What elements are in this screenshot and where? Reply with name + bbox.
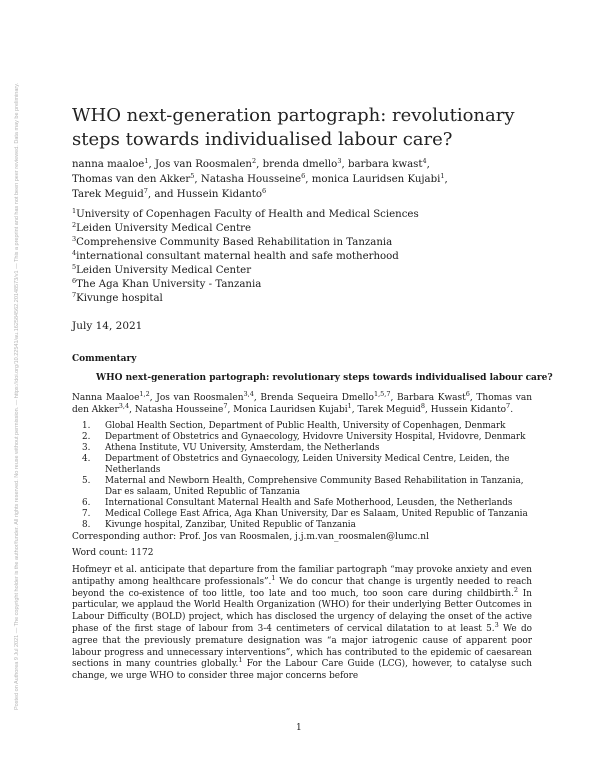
list-text: Department of Obstetrics and Gynaecology, Hvidovre University Hospital, Hvidovre, Denmark: [105, 432, 526, 442]
author-affiliation-mark: 8: [420, 402, 425, 410]
affiliation-text: Leiden University Medical Center: [76, 265, 252, 276]
author-name: Hussein Kidanto: [176, 189, 262, 200]
list-text: Medical College East Africa, Aga Khan University, Dar es Salaam, United Republic of Tanzania: [105, 509, 528, 519]
author-separator: ,: [149, 393, 157, 403]
body-paragraph: [72, 565, 532, 683]
author-separator: ,: [253, 393, 261, 403]
author-affiliation-mark: 1: [440, 172, 445, 180]
body-sentence: We do agree that the previously premature designation was “a major iatrogenic cause of apparent poor labour progress and unnecessary interventions”, which has contributed to the epidemic of caesarean sections in many countries globally.: [72, 623, 532, 670]
author-affiliation-mark: 6: [261, 187, 267, 195]
author-affiliation-mark: 7: [143, 187, 148, 195]
author-separator: ,: [426, 159, 430, 170]
citation-mark: 1: [238, 656, 243, 665]
list-item: [82, 509, 532, 520]
author-affiliation-mark: 3: [337, 157, 342, 165]
author: [72, 189, 177, 200]
author-name: Barbara Kwast: [397, 393, 466, 403]
affiliation-mark: 3: [72, 235, 77, 243]
paper-title: WHO next-generation partograph: revolutionary steps towards individualised labour care?: [72, 105, 515, 150]
list-number: 7.: [82, 509, 91, 519]
author-affiliation-mark: 2: [252, 157, 257, 165]
list-item: [82, 432, 532, 443]
author: [134, 402, 234, 415]
author-separator: ,: [227, 405, 234, 415]
author: [397, 390, 477, 403]
author-separator: ,: [305, 174, 312, 185]
author: [260, 390, 398, 403]
affiliation-mark: 7: [72, 291, 77, 299]
affiliation-text: Comprehensive Community Based Rehabilitation in Tanzania: [76, 237, 393, 248]
author-list: [72, 157, 532, 202]
author-name: Monica Lauridsen Kujabi: [233, 405, 348, 415]
author-separator: ,: [469, 393, 477, 403]
author: [233, 402, 358, 415]
author-name: Tarek Meguid: [357, 405, 421, 415]
author-separator: ,: [341, 159, 348, 170]
list-item: [82, 443, 532, 454]
affiliation-mark: 4: [72, 249, 77, 257]
body-sentence: We do concur that change is urgently needed to reach beyond the co-existence of too little, too late and too much, too soon care during childbirth.: [72, 576, 532, 599]
citation-mark: 3: [494, 620, 499, 629]
author-name: Thomas van den Akker: [72, 174, 191, 185]
body-sentence: Hofmeyr et al. anticipate that departure from the familiar partograph “may provoke anxiety and even antipathy among healthcare professionals”.: [72, 565, 532, 587]
affiliation-mark: 5: [72, 263, 77, 271]
author: [312, 174, 448, 185]
list-text: Maternal and Newborn Health, Comprehensive Community Based Rehabilitation in Tanzania, Dar es salaam, United Republic of Tanzania: [105, 476, 524, 497]
affiliation-text: Kivunge hospital: [76, 293, 163, 304]
author-name: Nanna Maaloe: [72, 393, 140, 403]
list-item: [82, 421, 532, 432]
author-affiliation-mark: 7: [223, 402, 228, 410]
body-sentence: In particular, we applaud the World Health Organization (WHO) for their underlying Better Outcomes in Labour Difficulty (BOLD) project, which has disclosed the urgency of delaying the onset of the active phase of the first stage of labour from 3-4 centimeters of cervical dilatation to at least 5.: [72, 588, 532, 634]
list-text: Department of Obstetrics and Gynaecology, Leiden University Medical Centre, Leiden, the Netherlands: [105, 454, 510, 475]
author-name: Thomas van den Akker: [72, 393, 532, 415]
author-separator: ,: [390, 393, 398, 403]
list-text: International Consultant Maternal Health and Safe Motherhood, Leusden, the Netherlands: [105, 498, 513, 508]
word-count: Word count: 1172: [72, 548, 154, 558]
author-separator: ,: [256, 159, 263, 170]
author-name: Jos van Roosmalen: [154, 159, 252, 170]
affiliation-text: international consultant maternal health and safe motherhood: [76, 251, 399, 262]
list-number: 4.: [82, 454, 91, 464]
author: [177, 189, 266, 200]
section-label: Commentary: [72, 354, 137, 364]
list-item: [82, 498, 532, 509]
list-item: [82, 454, 532, 476]
author-name: Natasha Housseine: [134, 405, 224, 415]
author-affiliation-mark: 1: [144, 157, 149, 165]
author: [357, 402, 431, 415]
list-number: 6.: [82, 498, 91, 508]
body-sentence: For the Labour Care Guide (LCG), however, to catalyse such change, we urge WHO to consider three major concerns before: [72, 659, 532, 682]
list-item: [82, 520, 532, 531]
author: [201, 174, 312, 185]
author-name: monica Lauridsen Kujabi: [311, 174, 441, 185]
author-separator: ,: [351, 405, 358, 415]
affiliation-item: [72, 236, 532, 250]
list-text: Kivunge hospital, Zanzibar, United Republic of Tanzania: [105, 520, 356, 530]
affiliation-mark: 6: [72, 277, 77, 285]
author-name: brenda dmello: [262, 159, 338, 170]
numbered-affiliation-list: [82, 421, 532, 531]
author-separator: ,: [425, 405, 431, 415]
author-name: barbara kwast: [347, 159, 423, 170]
affiliation-item: [72, 208, 532, 222]
affiliation-item: [72, 264, 532, 278]
author-separator: , and: [147, 189, 177, 200]
author: [72, 159, 155, 170]
author-affiliation-mark: 7: [506, 402, 511, 410]
author: [72, 174, 201, 185]
full-author-list: [72, 392, 532, 416]
list-number: 3.: [82, 443, 91, 453]
list-text: Global Health Section, Department of Public Health, University of Copenhagen, Denmark: [105, 421, 506, 431]
affiliation-text: The Aga Khan University - Tanzania: [76, 279, 262, 290]
publication-date: July 14, 2021: [72, 320, 143, 332]
list-number: 2.: [82, 432, 91, 442]
author-affiliation-mark: 3,4: [118, 402, 130, 410]
list-number: 8.: [82, 520, 91, 530]
author-name: Natasha Housseine: [200, 174, 302, 185]
author-name: Tarek Meguid: [72, 189, 144, 200]
citation-mark: 1: [271, 573, 276, 582]
author: [430, 402, 514, 415]
affiliation-item: [72, 222, 532, 236]
affiliation-text: University of Copenhagen Faculty of Health and Medical Sciences: [76, 209, 419, 220]
author-affiliation-mark: 6: [301, 172, 306, 180]
author-separator: ,: [194, 174, 201, 185]
author-name: Jos van Roosmalen: [156, 393, 244, 403]
author: [72, 390, 157, 403]
list-number: 5.: [82, 476, 91, 486]
sidebar-text: Posted on Authorea 9 Jul 2021 — The copyright holder is the author/funder. All rights reserved. No reuse without permission. — https://doi.org/10.22541/au.162584562.20148573/v1 — This a preprint and has not been peer reviewed. Data may be preliminary.: [14, 82, 20, 710]
author: [263, 159, 348, 170]
author-name: nanna maaloe: [72, 159, 145, 170]
list-number: 1.: [82, 421, 91, 431]
author-affiliation-mark: 1,2: [139, 390, 150, 398]
affiliation-text: Leiden University Medical Centre: [76, 223, 252, 234]
affiliation-list: [72, 208, 532, 306]
list-text: Athena Institute, VU University, Amsterdam, the Netherlands: [105, 443, 380, 453]
author-affiliation-mark: 3,4: [243, 390, 254, 398]
author: [156, 390, 261, 403]
author-separator: .: [510, 405, 514, 415]
author-affiliation-mark: 4: [422, 157, 427, 165]
page-number: 1: [296, 723, 302, 733]
author-affiliation-mark: 6: [465, 390, 470, 398]
list-item: [82, 476, 532, 498]
affiliation-mark: 2: [72, 221, 77, 229]
author-affiliation-mark: 1: [347, 402, 352, 410]
author-separator: ,: [148, 159, 155, 170]
author: [348, 159, 430, 170]
author: [155, 159, 263, 170]
article-title: WHO next-generation partograph: revolutionary steps towards individualised labour care?: [96, 373, 553, 383]
author-name: Brenda Sequeira Dmello: [260, 393, 374, 403]
author-separator: ,: [444, 174, 448, 185]
affiliation-mark: 1: [72, 207, 77, 215]
author-affiliation-mark: 1,5,7: [373, 390, 391, 398]
corresponding-author: Corresponding author: Prof. Jos van Roosmalen, j.j.m.van_roosmalen@lumc.nl: [72, 532, 429, 542]
affiliation-item: [72, 278, 532, 292]
affiliation-item: [72, 250, 532, 264]
citation-mark: 2: [513, 585, 519, 594]
author-name: Hussein Kidanto: [430, 405, 507, 415]
preprint-sidebar-notice: [14, 80, 24, 710]
affiliation-item: [72, 292, 532, 306]
author-affiliation-mark: 5: [190, 172, 195, 180]
author-separator: ,: [129, 405, 135, 415]
